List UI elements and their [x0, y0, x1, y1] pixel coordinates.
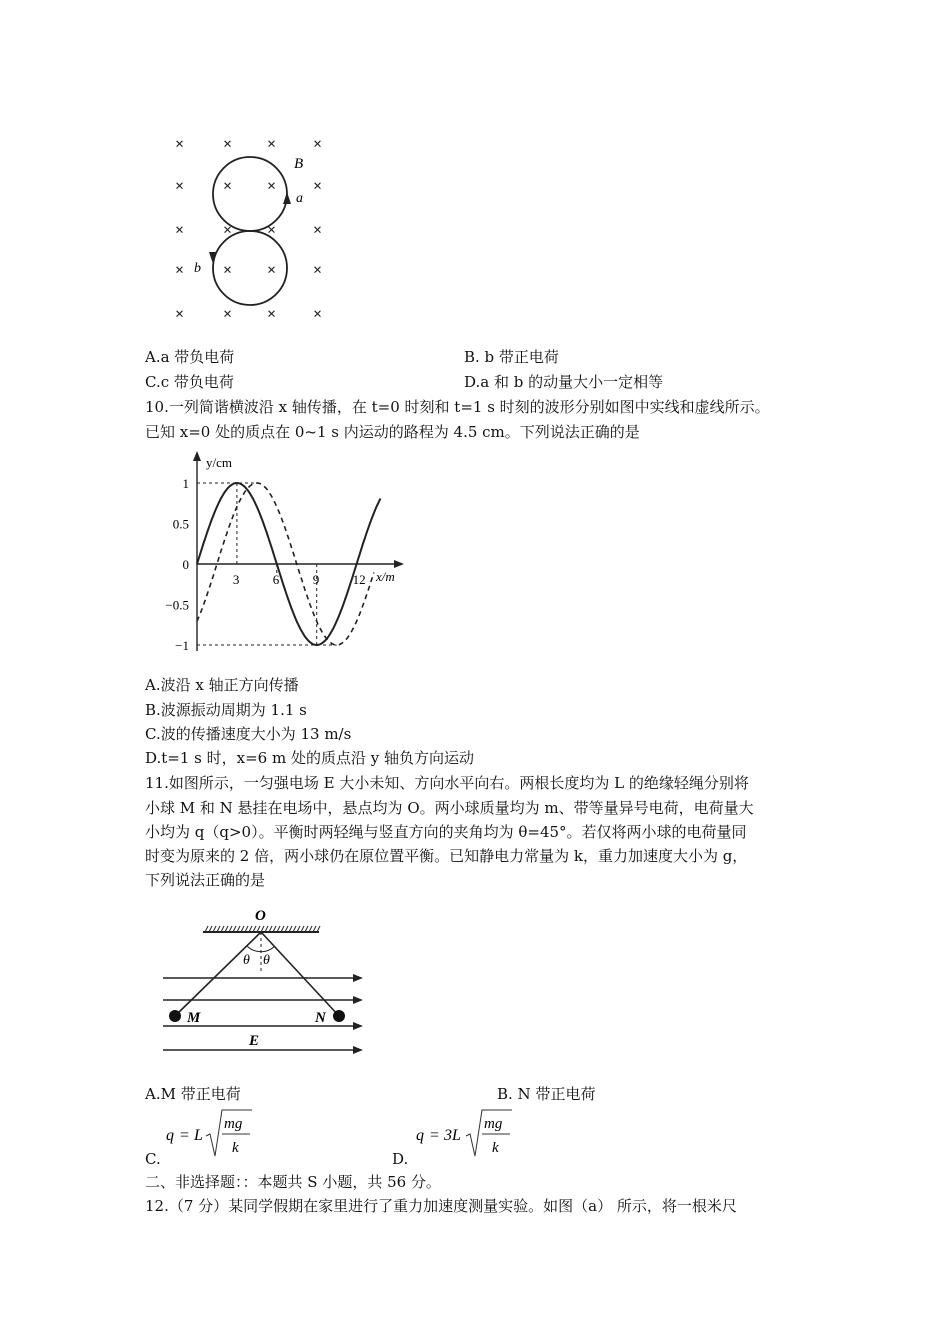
x-tick-label: 12: [352, 572, 366, 587]
x-tick-label: 3: [232, 572, 240, 587]
svg-text:3L: 3L: [444, 1127, 461, 1144]
field-cross: ×: [267, 136, 277, 153]
q11-stem-line1: 11.如图所示，一匀强电场 E 大小未知、方向水平向右。两根长度均为 L 的绝缘轻绳分别将: [145, 774, 749, 792]
field-arrow-icon: [353, 1022, 363, 1030]
svg-text:q: q: [166, 1127, 174, 1144]
q11-stem-line4: 时变为原来的 2 倍，两小球仍在原位置平衡。已知静电力常量为 k，重力加速度大小为 g，: [145, 847, 748, 865]
y-tick-label: 0: [182, 557, 189, 572]
q9-option-b: B. b 带正电荷: [464, 348, 559, 366]
q10-option-d: D.t=1 s 时，x=6 m 处的质点沿 y 轴负方向运动: [145, 749, 474, 767]
field-cross: ×: [175, 262, 185, 279]
field-cross: ×: [223, 222, 233, 239]
x-tick-label: 9: [312, 572, 320, 587]
svg-text:q: q: [416, 1127, 424, 1144]
arrow-b-icon: [209, 252, 217, 264]
q10-stem-line1: 10.一列简谐横波沿 x 轴传播，在 t=0 时刻和 t=1 s 时刻的波形分别如图中实线和虚线所示。: [145, 398, 770, 416]
field-cross: ×: [175, 136, 185, 153]
ball-M: [169, 1010, 181, 1022]
arrow-a-icon: [283, 192, 291, 204]
q11-option-c-label: C.: [145, 1150, 161, 1168]
y-tick-label: −1: [175, 638, 189, 653]
x-axis-arrow-icon: [394, 560, 404, 568]
wave-chart: [140, 447, 420, 669]
svg-text:k: k: [232, 1140, 239, 1156]
particle-label-a: a: [296, 191, 303, 206]
q9-option-a: A.a 带负电荷: [145, 348, 235, 366]
field-cross: ×: [267, 178, 277, 195]
svg-text:=: =: [180, 1127, 190, 1144]
svg-text:=: =: [430, 1127, 440, 1144]
svg-text:mg: mg: [484, 1116, 503, 1132]
field-cross: ×: [267, 306, 277, 323]
field-arrow-icon: [353, 974, 363, 982]
field-cross: ×: [223, 136, 233, 153]
field-cross: ×: [267, 222, 277, 239]
pivot-label-O: O: [255, 908, 266, 924]
y-tick-label: 1: [182, 476, 189, 491]
y-axis-arrow-icon: [193, 451, 201, 461]
q9-option-d: D.a 和 b 的动量大小一定相等: [464, 373, 664, 391]
q11-option-b: B. N 带正电荷: [497, 1085, 596, 1103]
field-cross: ×: [175, 178, 185, 195]
field-cross: ×: [223, 262, 233, 279]
q10-option-c: C.波的传播速度大小为 13 m/s: [145, 725, 352, 743]
section2-heading: 二、非选择题：：本题共 S 小题，共 56 分。: [145, 1173, 441, 1191]
ball-N: [333, 1010, 345, 1022]
x-axis-label: x/m: [376, 569, 395, 584]
field-label-E: E: [249, 1033, 260, 1049]
field-cross: ×: [313, 262, 323, 279]
field-cross: ×: [223, 178, 233, 195]
svg-text:k: k: [492, 1140, 499, 1156]
field-cross: ×: [313, 306, 323, 323]
q12-line1: 12.（7 分）某同学假期在家里进行了重力加速度测量实验。如图（a） 所示，将一根米尺: [145, 1197, 737, 1215]
angle-label-left: θ: [243, 953, 250, 968]
q9-option-c: C.c 带负电荷: [145, 373, 234, 391]
angle-label-right: θ: [263, 953, 270, 968]
q11-option-d-label: D.: [392, 1150, 409, 1168]
string-M: [175, 932, 261, 1016]
ball-label-N: N: [315, 1010, 326, 1026]
field-cross: ×: [175, 306, 185, 323]
field-arrow-icon: [353, 1046, 363, 1054]
q11-option-d-formula: [412, 1106, 532, 1164]
q11-option-c-formula: [162, 1106, 272, 1164]
magnetic-field-figure: [150, 120, 350, 340]
field-cross: ×: [313, 136, 323, 153]
q10-option-b: B.波源振动周期为 1.1 s: [145, 701, 307, 719]
field-cross: ×: [223, 306, 233, 323]
string-N: [261, 932, 339, 1016]
particle-label-b: b: [194, 261, 201, 276]
y-tick-label: −0.5: [165, 597, 189, 613]
field-cross: ×: [313, 178, 323, 195]
y-axis-label: y/cm: [206, 455, 232, 470]
q11-stem-line3: 小均为 q（q>0）。平衡时两轻绳与竖直方向的夹角均为 θ=45°。若仅将两小球的电荷量同: [145, 823, 747, 841]
q11-stem-line2: 小球 M 和 N 悬挂在电场中，悬点均为 O。两小球质量均为 m、带等量异号电荷，电荷量大: [145, 799, 754, 817]
field-cross: ×: [267, 262, 277, 279]
q10-option-a: A.波沿 x 轴正方向传播: [145, 676, 299, 694]
q10-stem-line2: 已知 x=0 处的质点在 0~1 s 内运动的路程为 4.5 cm。下列说法正确的是: [145, 423, 640, 441]
x-tick-label: 6: [272, 572, 280, 587]
field-cross: ×: [175, 222, 185, 239]
y-tick-label: 0.5: [172, 516, 189, 532]
field-cross: ×: [313, 222, 323, 239]
ball-label-M: M: [187, 1010, 201, 1026]
q11-stem-line5: 下列说法正确的是: [145, 871, 266, 889]
svg-text:mg: mg: [224, 1116, 243, 1132]
wave-axes: [193, 451, 404, 651]
field-arrow-icon: [353, 996, 363, 1004]
electric-field-figure: [155, 900, 375, 1068]
svg-text:L: L: [194, 1127, 203, 1144]
field-label-B: B: [294, 156, 304, 172]
q11-option-a: A.M 带正电荷: [145, 1085, 241, 1103]
